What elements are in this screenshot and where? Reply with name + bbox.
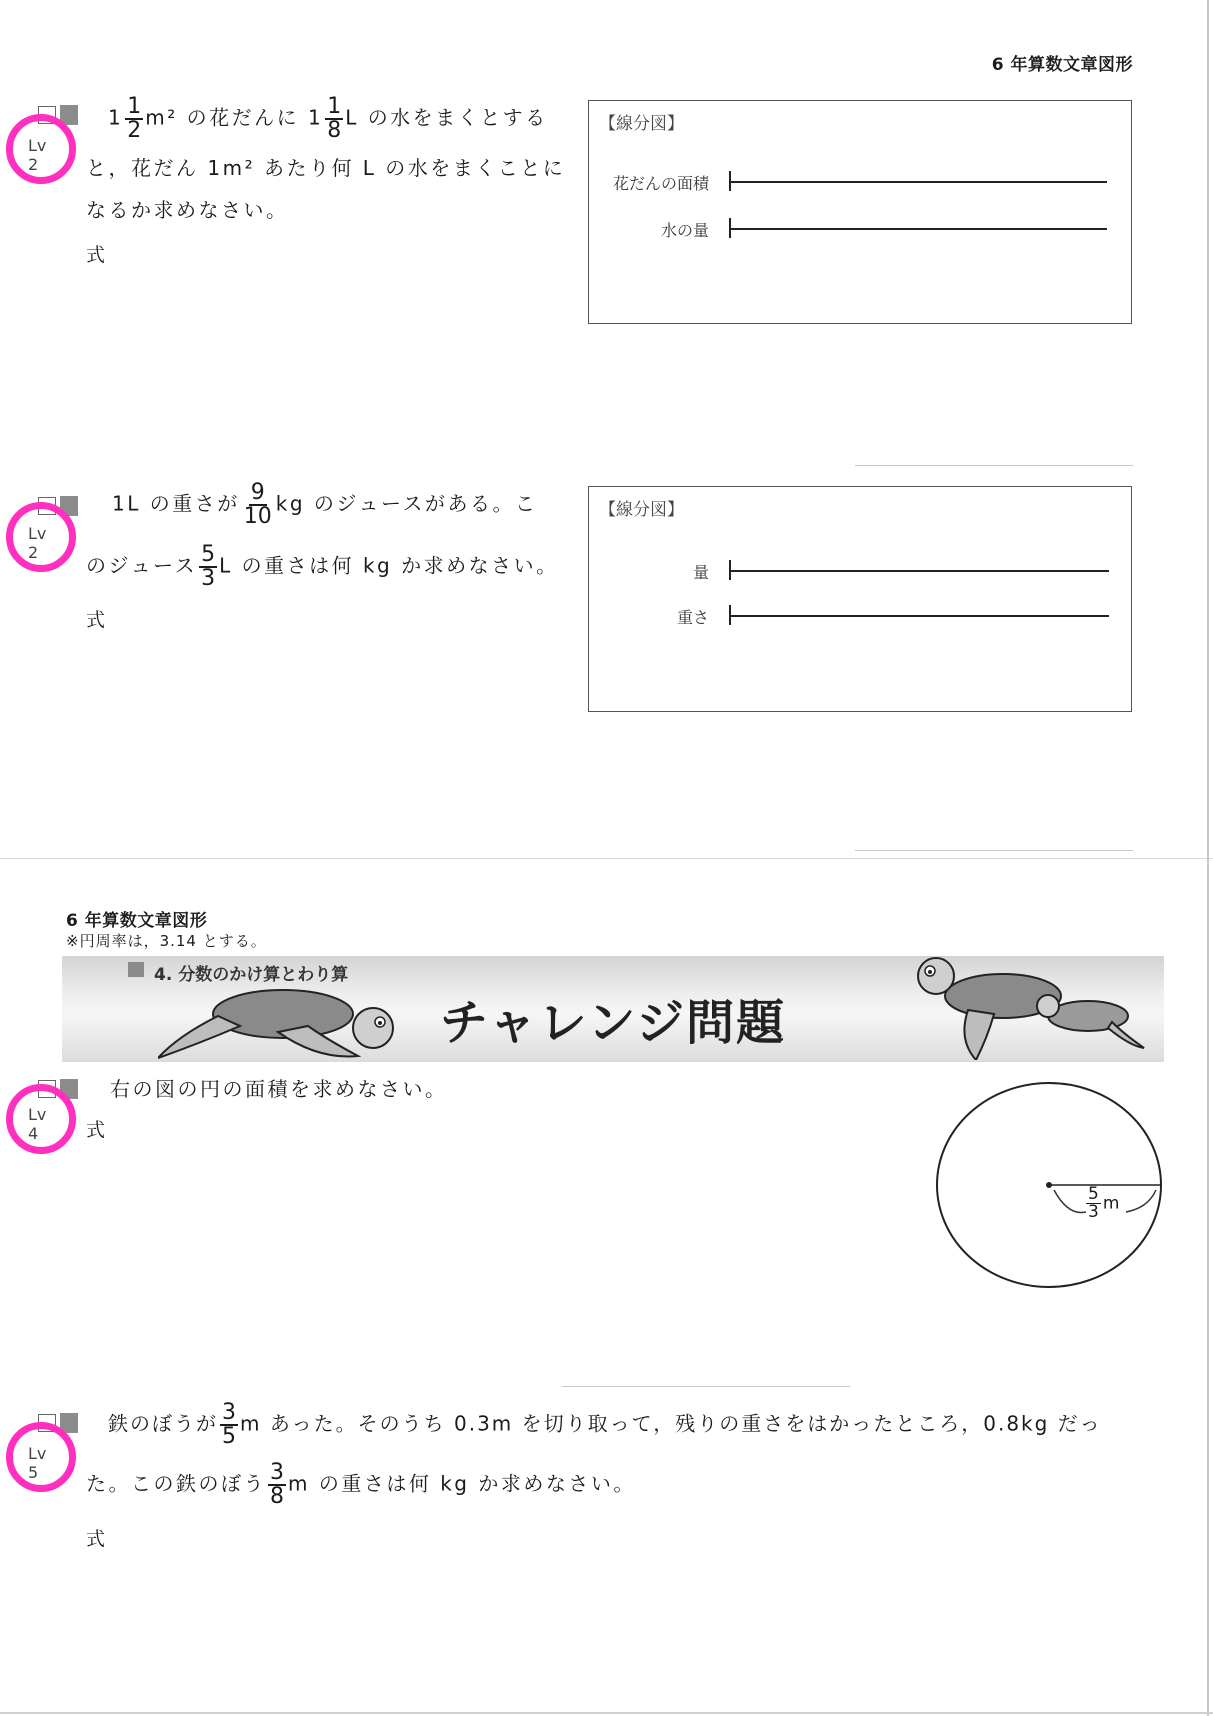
diagram-line-weight <box>729 615 1109 617</box>
challenge-2-line-1: 鉄のぼうが $\frac{3}{5}$ m あった。そのうち 0.3m を切り取って，残りの重さをはかったところ，0.8kg だっ <box>108 1400 1102 1449</box>
diagram-line-area <box>729 181 1107 183</box>
question-4-line-2: のジュース $\frac{5}{3}$ L の重さは何 kg か求めなさい。 <box>86 542 559 591</box>
fraction-three-fifths: $\frac{3}{5}$ <box>222 1400 236 1449</box>
sea-turtle-illustration-right <box>898 956 1148 1060</box>
section-title: 4. 分数のかけ算とわり算 <box>154 965 349 985</box>
sea-turtle-illustration-left <box>158 984 428 1060</box>
question-3-line-1: 1 $\frac{1}{2}$ m² の花だんに 1 $\frac{1}{8}$ L の水をまくとする <box>108 94 548 143</box>
question-4-line-1: 1L の重さが $\frac{9}{10}$ kg のジュースがある。こ <box>112 480 538 529</box>
challenge-title: チャレンジ問題 <box>440 995 787 1051</box>
fraction-nine-tenths: $\frac{9}{10}$ <box>243 480 272 529</box>
diagram-title: 【線分図】 <box>599 500 684 520</box>
diagram-row-label-amount: 量 <box>692 563 709 582</box>
diagram-row-label-weight: 重さ <box>676 608 709 627</box>
page-edge <box>1207 0 1209 1716</box>
question-3-line-2: と，花だん 1m² あたり何 L の水をまくことに <box>86 156 566 180</box>
formula-label: 式 <box>86 609 106 631</box>
formula-label: 式 <box>86 1528 106 1550</box>
circle-diagram <box>936 1082 1162 1288</box>
fraction-radius: $\frac{5}{3}$ <box>1088 1184 1099 1222</box>
answer-underline <box>562 1386 850 1387</box>
challenge-2-line-2: た。この鉄のぼう $\frac{3}{8}$ m の重さは何 kg か求めなさい。 <box>86 1460 636 1509</box>
level-badge: Lv 4 <box>28 1105 47 1143</box>
formula-label: 式 <box>86 244 106 266</box>
page-header-title: 6 年算数文章図形 <box>66 911 208 931</box>
line-diagram-box <box>588 486 1132 712</box>
level-highlight-circle <box>6 1422 76 1492</box>
level-highlight-circle <box>6 502 76 572</box>
level-badge: Lv 5 <box>28 1444 47 1482</box>
diagram-title: 【線分図】 <box>599 114 684 134</box>
question-3-line-3: なるか求めなさい。 <box>86 198 289 222</box>
answer-underline <box>855 850 1133 851</box>
level-highlight-circle <box>6 114 76 184</box>
page-header-title: 6 年算数文章図形 <box>991 55 1133 75</box>
fraction-three-eighths: $\frac{3}{8}$ <box>270 1460 284 1509</box>
diagram-row-label-area: 花だんの面積 <box>612 174 709 193</box>
level-highlight-circle <box>6 1084 76 1154</box>
diagram-line-water <box>729 228 1107 230</box>
diagram-row-label-water: 水の量 <box>660 221 709 240</box>
page-divider <box>0 858 1213 859</box>
circle-figure <box>936 1082 1162 1288</box>
challenge-banner <box>62 956 1164 1062</box>
fraction-one-eighth: $\frac{1}{8}$ <box>327 94 342 143</box>
radius-label: $\frac{5}{3}$ m <box>1088 1184 1120 1222</box>
challenge-1-text: 右の図の円の面積を求めなさい。 <box>110 1077 448 1101</box>
fraction-five-thirds: $\frac{5}{3}$ <box>201 542 216 591</box>
line-diagram-box <box>588 100 1132 324</box>
pi-note: ※円周率は，3.14 とする。 <box>66 932 267 950</box>
fraction-one-half: $\frac{1}{2}$ <box>127 94 142 143</box>
section-square-icon <box>128 962 144 977</box>
formula-label: 式 <box>86 1119 106 1141</box>
diagram-line-amount <box>729 570 1109 572</box>
level-badge: Lv 2 <box>28 524 47 562</box>
answer-underline <box>855 465 1133 466</box>
level-badge: Lv 2 <box>28 136 47 174</box>
page-bottom-edge <box>0 1712 1213 1714</box>
